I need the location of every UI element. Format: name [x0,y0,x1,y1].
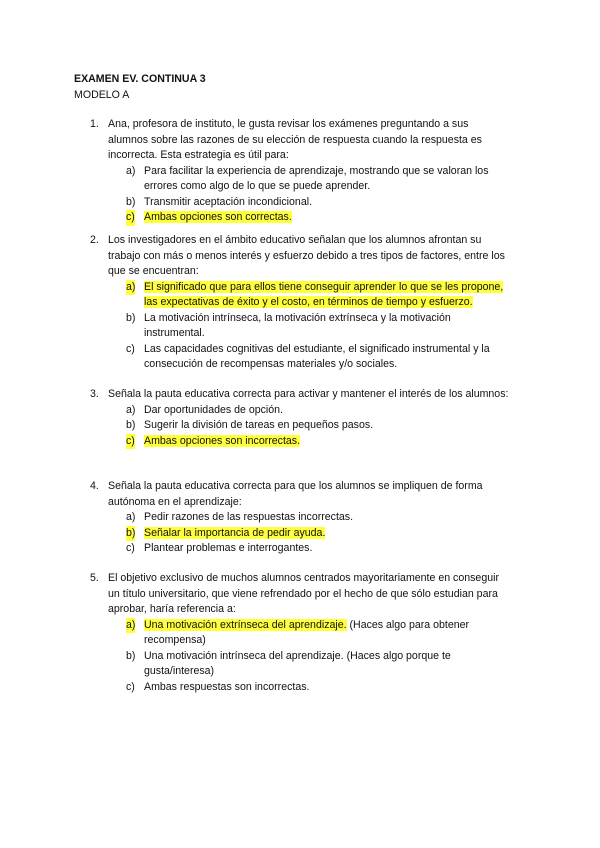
option-list [90,510,510,557]
option-text: Ambas respuestas son incorrectas. [144,680,310,693]
option-text: Dar oportunidades de opción. [144,403,283,416]
option-letter: c) [126,342,135,355]
option-letter: c) [126,542,135,554]
option-letter: c) [126,434,135,450]
option-b [90,649,510,680]
option-c [90,680,510,696]
question-text: Ana, profesora de instituto, le gusta revisar los exámenes preguntando a sus alumnos sobre las razones de su elección de respuesta cuando la respuesta es incorrecta. Esta estrategia es útil para: [108,118,482,161]
option-a [90,164,510,195]
question-text: El objetivo exclusivo de muchos alumnos centrados mayoritariamente en conseguir un título universitario, que viene refrendado por el hecho de que sólo estudian para aprobar, haría referencia a: [108,572,499,615]
question-number: 2. [90,234,99,246]
option-list [90,280,510,373]
question-4 [90,479,510,557]
option-text: Transmitir aceptación incondicional. [144,195,313,208]
option-text-highlighted: El significado que para ellos tiene conseguir aprender lo que se les propone, las expectativas de éxito y el costo, en términos de tiempo y esfuerzo. [144,280,504,308]
exam-title: EXAMEN EV. CONTINUA 3 [74,73,206,85]
question-number: 1. [90,118,99,130]
option-letter: b) [126,311,136,324]
question-text: Señala la pauta educativa correcta para que los alumnos se impliquen de forma autónoma en el aprendizaje: [108,480,483,508]
option-letter: a) [126,403,136,416]
option-text: La motivación intrínseca, la motivación extrínseca y la motivación instrumental. [144,311,451,339]
option-letter: b) [126,195,136,208]
option-letter: a) [126,618,135,634]
option-b [90,526,510,542]
question-number: 5. [90,572,99,584]
exam-model: MODELO A [74,88,130,101]
option-letter: c) [126,680,135,693]
question-1 [90,117,510,226]
option-text-highlighted: Una motivación extrínseca del aprendizaje. [144,618,347,631]
question-5 [90,571,510,695]
question-text: Señala la pauta educativa correcta para activar y mantener el interés de los alumnos: [108,388,509,400]
option-b [90,418,510,434]
option-a [90,618,510,649]
option-list [90,618,510,696]
question-2 [90,233,510,373]
option-text: Sugerir la división de tareas en pequeños pasos. [144,419,374,431]
option-letter: b) [126,526,135,542]
option-letter: a) [126,164,136,177]
option-text-highlighted: Señalar la importancia de pedir ayuda. [144,526,326,539]
option-b [90,195,510,211]
question-3 [90,387,510,449]
option-c [90,541,510,557]
option-b [90,311,510,342]
option-note: (Haces algo para obtener recompensa) [144,618,470,646]
option-list [90,164,510,226]
option-letter: a) [126,280,135,296]
option-text: Las capacidades cognitivas del estudiante, el significado instrumental y la consecución de recompensas materiales y/o sociales. [144,342,490,370]
option-text-highlighted: Ambas opciones son incorrectas. [144,434,301,447]
question-number: 4. [90,480,99,492]
exam-header [74,72,206,103]
question-text: Los investigadores en el ámbito educativo señalan que los alumnos afrontan su trabajo con más o menos interés y esfuerzo debido a tres tipos de factores, entre los que se encuentran: [108,234,505,277]
option-c [90,434,510,450]
option-a [90,403,510,419]
question-number: 3. [90,388,99,400]
option-a [90,510,510,526]
option-text: Pedir razones de las respuestas incorrectas. [144,511,354,523]
option-text-highlighted: Ambas opciones son correctas. [144,211,292,223]
option-letter: c) [126,210,135,226]
option-letter: b) [126,649,136,662]
option-a [90,280,510,311]
option-letter: b) [126,419,136,431]
option-text: Una motivación intrínseca del aprendizaje. (Haces algo porque te gusta/interesa) [144,649,451,677]
option-letter: a) [126,511,136,523]
option-c [90,342,510,373]
option-c [90,210,510,226]
option-list [90,403,510,450]
option-text: Para facilitar la experiencia de aprendizaje, mostrando que se valoran los errores como algo de lo que se puede aprender. [144,164,489,192]
option-text: Plantear problemas e interrogantes. [144,542,313,554]
